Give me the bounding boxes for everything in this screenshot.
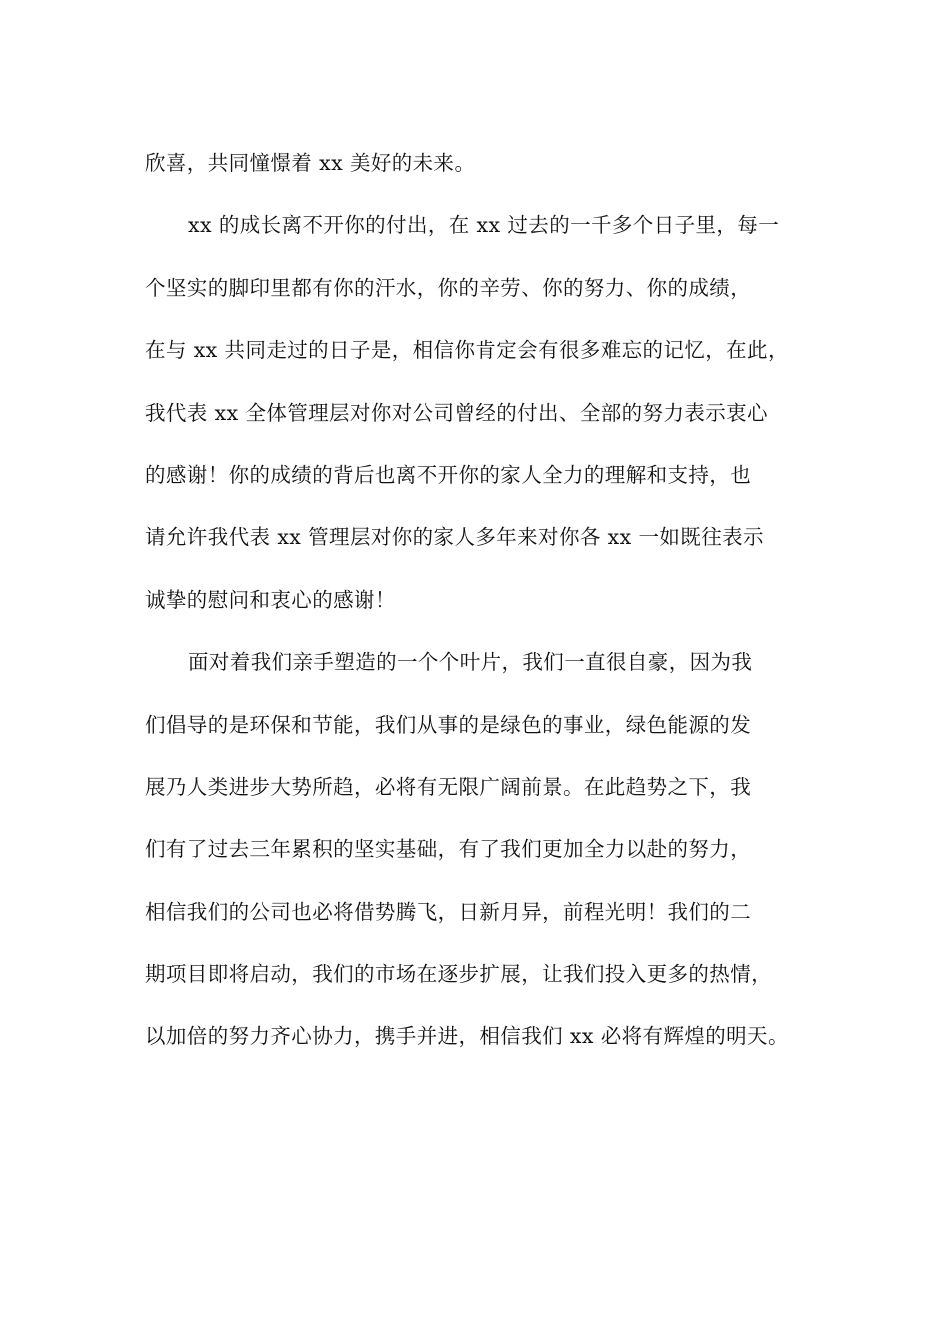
text-line: 们有了过去三年累积的坚实基础，有了我们更加全力以赴的努力， xyxy=(145,837,752,862)
text-line: 我代表 xx 全体管理层对你对公司曾经的付出、全部的努力表示衷心 xyxy=(145,400,768,425)
text-line: 个坚实的脚印里都有你的汗水，你的辛劳、你的努力、你的成绩， xyxy=(145,275,752,300)
text-line: 相信我们的公司也必将借势腾飞，日新月异，前程光明！我们的二 xyxy=(145,899,752,924)
text-line: 诚挚的慰问和衷心的感谢！ xyxy=(145,587,396,612)
text-line: 在与 xx 共同走过的日子是，相信你肯定会有很多难忘的记忆，在此， xyxy=(145,338,789,363)
text-line: 面对着我们亲手塑造的一个个叶片，我们一直很自豪，因为我 xyxy=(188,650,753,675)
text-line: 欣喜，共同憧憬着 xx 美好的未来。 xyxy=(145,151,476,175)
text-line: 以加倍的努力齐心协力，携手并进，相信我们 xx 必将有辉煌的明天。 xyxy=(145,1024,789,1049)
text-line: 的感谢！你的成绩的背后也离不开你的家人全力的理解和支持，也 xyxy=(145,462,752,487)
text-line: 展乃人类进步大势所趋，必将有无限广阔前景。在此趋势之下，我 xyxy=(145,774,752,799)
text-line: 请允许我代表 xx 管理层对你的家人多年来对你各 xx 一如既往表示 xyxy=(145,525,764,550)
text-line: 们倡导的是环保和节能，我们从事的是绿色的事业，绿色能源的发 xyxy=(145,712,752,737)
text-line: xx 的成长离不开你的付出，在 xx 过去的一千多个日子里，每一 xyxy=(188,213,780,238)
body-text xyxy=(145,132,835,1068)
text-line: 期项目即将启动，我们的市场在逐步扩展，让我们投入更多的热情， xyxy=(145,962,772,987)
